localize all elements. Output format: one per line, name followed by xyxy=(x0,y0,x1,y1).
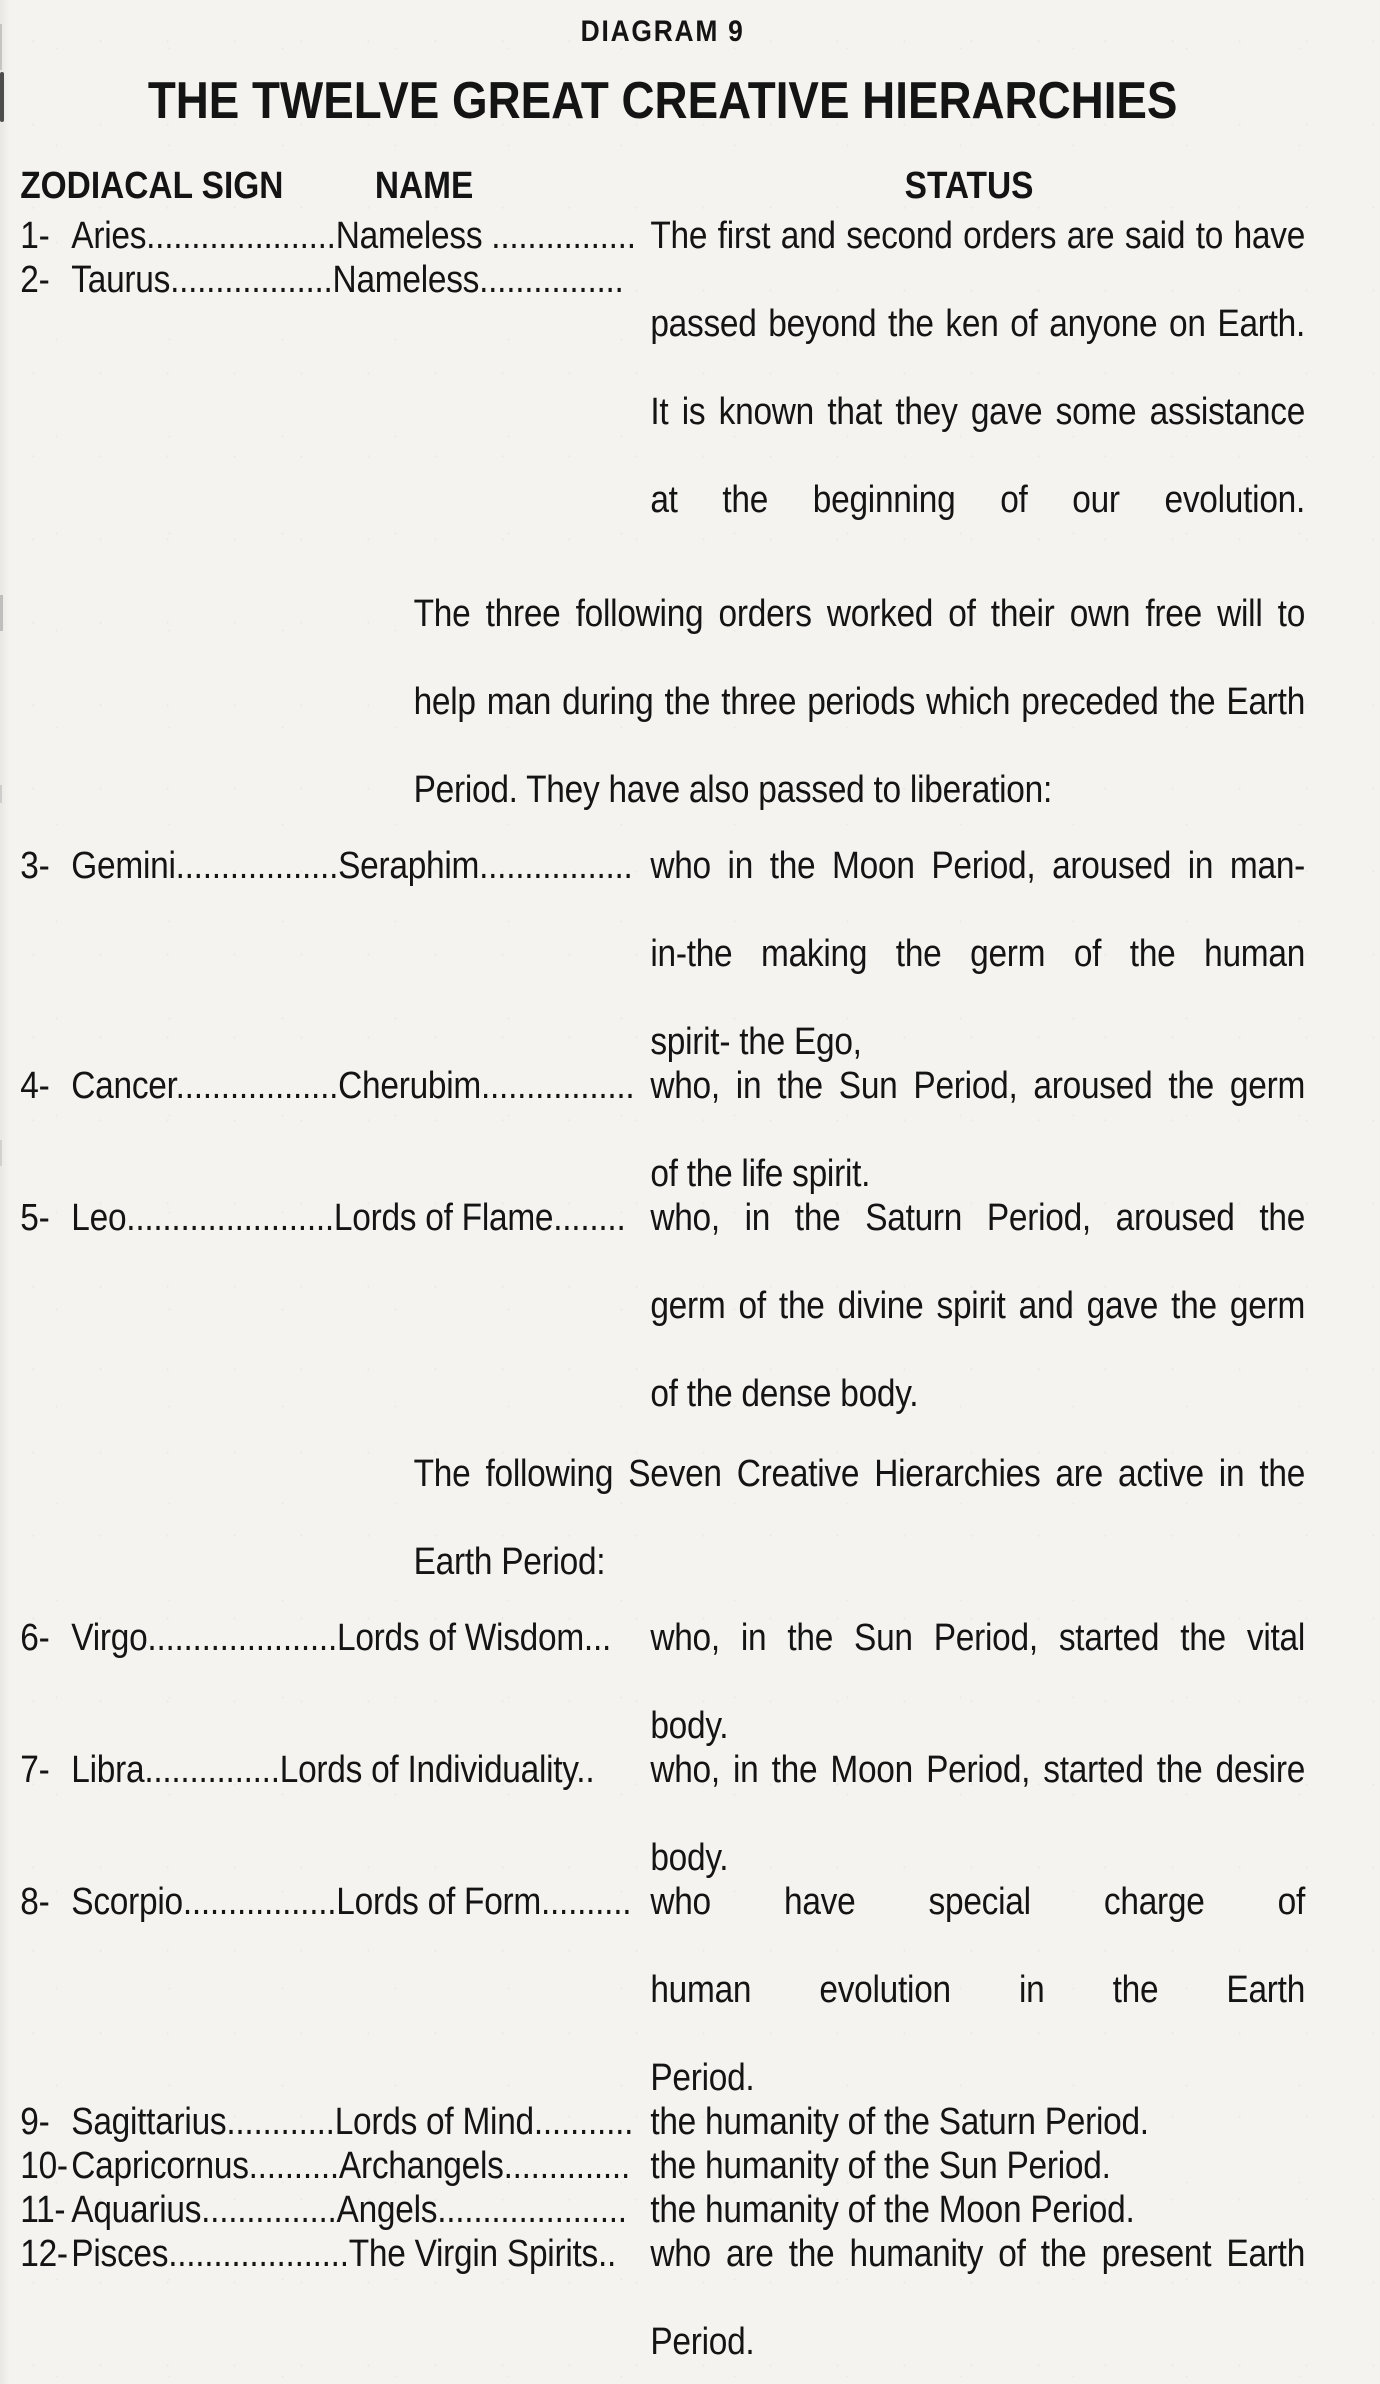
table-row-libra xyxy=(20,1748,650,1792)
name-label: Angels xyxy=(336,2189,438,2231)
status-line: It is known that they gave some assistance xyxy=(650,391,1306,433)
dot-leader: .............. xyxy=(503,2145,630,2187)
row-number: 8- xyxy=(20,1881,50,1923)
sign-label: Taurus xyxy=(71,259,171,301)
status-line: the humanity of the Sun Period. xyxy=(650,2145,1111,2187)
status-line: The first and second orders are said to have xyxy=(650,215,1306,257)
row-number: 7- xyxy=(20,1749,50,1791)
paragraph-line: Period. They have also passed to liberation: xyxy=(413,769,1052,811)
status-line: body. xyxy=(650,1837,729,1879)
status-block xyxy=(650,2144,1305,2188)
dot-leader: ..................... xyxy=(146,215,336,257)
row-3-group xyxy=(20,844,1305,1064)
row-number: 4- xyxy=(20,1065,50,1107)
table-row-virgo xyxy=(20,1616,650,1660)
sign-label: Gemini xyxy=(71,845,176,887)
status-line: who, in the Sun Period, started the vital xyxy=(650,1617,1306,1659)
column-header-zodiacal-sign: ZODIACAL SIGN xyxy=(20,165,284,207)
rows-1-2-group xyxy=(20,214,1305,566)
row-9-group xyxy=(20,2100,1305,2144)
status-line: the humanity of the Moon Period. xyxy=(650,2189,1135,2231)
dot-leader: .................. xyxy=(170,259,333,301)
dot-leader: ................ xyxy=(482,215,636,257)
status-line: who, in the Moon Period, started the desire xyxy=(650,1749,1306,1791)
status-line: of the dense body. xyxy=(650,1373,919,1415)
row-7-group xyxy=(20,1748,1305,1880)
diagram-number: DIAGRAM 9 xyxy=(580,15,745,48)
row-number: 2- xyxy=(20,259,50,301)
paragraph-line: The three following orders worked of their own free will to xyxy=(413,593,1306,635)
name-label: Nameless xyxy=(332,259,480,301)
row-12-group xyxy=(20,2232,1305,2364)
dot-leader: ................. xyxy=(182,1881,337,1923)
sign-label: Virgo xyxy=(71,1617,148,1659)
status-block xyxy=(650,1616,1305,1748)
row-8-group xyxy=(20,1880,1305,2100)
sign-label: Sagittarius xyxy=(71,2101,227,2143)
sign-label: Cancer xyxy=(71,1065,176,1107)
row-number: 9- xyxy=(20,2101,50,2143)
dot-leader: .......... xyxy=(248,2145,339,2187)
name-label: Archangels xyxy=(338,2145,504,2187)
paragraph-earth-period xyxy=(414,1452,1305,1584)
name-label: Nameless xyxy=(335,215,483,257)
sign-label: Libra xyxy=(71,1749,145,1791)
table-row-aquarius xyxy=(20,2188,650,2232)
name-label: Cherubim xyxy=(338,1065,482,1107)
status-line: who have special charge of xyxy=(650,1881,1306,1923)
row-5-group xyxy=(20,1196,1305,1416)
row-number: 10- xyxy=(20,2145,68,2187)
sign-label: Scorpio xyxy=(71,1881,183,1923)
sign-label: Aquarius xyxy=(71,2189,202,2231)
dot-leader: ....................... xyxy=(126,1197,334,1239)
dot-leader: .. xyxy=(597,2233,617,2275)
table-row-pisces xyxy=(20,2232,650,2276)
status-block xyxy=(650,2100,1305,2144)
row-4-group xyxy=(20,1064,1305,1196)
sign-label: Leo xyxy=(71,1197,127,1239)
dot-leader: ..................... xyxy=(147,1617,337,1659)
status-block xyxy=(650,1064,1305,1196)
name-label: Lords of Individuality xyxy=(279,1749,577,1791)
dot-leader: ................ xyxy=(479,259,624,301)
status-line: human evolution in the Earth xyxy=(650,1969,1306,2011)
page-title: THE TWELVE GREAT CREATIVE HIERARCHIES xyxy=(147,72,1178,130)
name-label: The Virgin Spirits xyxy=(348,2233,598,2275)
sign-label: Aries xyxy=(71,215,147,257)
status-line: the humanity of the Saturn Period. xyxy=(650,2101,1149,2143)
table-row-scorpio xyxy=(20,1880,650,1924)
paragraph-line: help man during the three periods which preceded the Earth xyxy=(413,681,1306,723)
status-line: who, in the Saturn Period, aroused the xyxy=(650,1197,1306,1239)
name-label: Lords of Form xyxy=(336,1881,541,1923)
dot-leader: .. xyxy=(576,1749,595,1791)
row-10-group xyxy=(20,2144,1305,2188)
name-label: Seraphim xyxy=(338,845,480,887)
column-header-name: NAME xyxy=(374,165,474,207)
row-number: 11- xyxy=(20,2189,66,2231)
rows-1-2-left xyxy=(20,214,650,566)
status-line: germ of the divine spirit and gave the germ xyxy=(650,1285,1306,1327)
paragraph-line: The following Seven Creative Hierarchies are active in the xyxy=(413,1453,1306,1495)
row-number: 12- xyxy=(20,2233,68,2275)
status-block xyxy=(650,844,1305,1064)
dot-leader: .................. xyxy=(175,1065,339,1107)
dot-leader: ..................... xyxy=(437,2189,627,2231)
status-line: spirit- the Ego, xyxy=(650,1021,862,1063)
dot-leader: .................. xyxy=(175,845,339,887)
status-block xyxy=(650,214,1305,566)
status-line: of the life spirit. xyxy=(650,1153,871,1195)
row-11-group xyxy=(20,2188,1305,2232)
sign-label: Pisces xyxy=(71,2233,169,2275)
status-block xyxy=(650,1748,1305,1880)
table-row-cancer xyxy=(20,1064,650,1108)
dot-leader: ............ xyxy=(226,2101,335,2143)
status-line: who, in the Sun Period, aroused the germ xyxy=(650,1065,1306,1107)
status-line: Period. xyxy=(650,2057,755,2099)
name-label: Lords of Wisdom xyxy=(336,1617,584,1659)
table-row-capricornus xyxy=(20,2144,650,2188)
dot-leader: .................... xyxy=(168,2233,349,2275)
dot-leader: ... xyxy=(583,1617,612,1659)
table-row-gemini xyxy=(20,844,650,888)
status-line: passed beyond the ken of anyone on Earth. xyxy=(650,303,1306,345)
row-number: 5- xyxy=(20,1197,50,1239)
dot-leader: .......... xyxy=(540,1881,632,1923)
status-block xyxy=(650,1196,1305,1416)
paragraph-line: Earth Period: xyxy=(413,1541,606,1583)
status-block xyxy=(650,2232,1305,2364)
dot-leader: ........ xyxy=(553,1197,626,1239)
row-number: 6- xyxy=(20,1617,50,1659)
status-line: Period. xyxy=(650,2321,755,2363)
row-6-group xyxy=(20,1616,1305,1748)
status-line: at the beginning of our evolution. xyxy=(650,479,1306,521)
dot-leader: ............... xyxy=(144,1749,280,1791)
table-row-aries xyxy=(20,214,650,258)
name-label: Lords of Mind xyxy=(334,2101,534,2143)
status-line: who are the humanity of the present Earth xyxy=(650,2233,1306,2275)
table-row-sagittarius xyxy=(20,2100,650,2144)
status-block xyxy=(650,2188,1305,2232)
row-number: 3- xyxy=(20,845,50,887)
table-row-taurus xyxy=(20,258,650,302)
dot-leader: ................. xyxy=(479,845,633,887)
status-block xyxy=(650,1880,1305,2100)
status-line: body. xyxy=(650,1705,729,1747)
dot-leader: ........... xyxy=(533,2101,634,2143)
column-header-status: STATUS xyxy=(904,165,1034,207)
dot-leader: ............... xyxy=(201,2189,337,2231)
table-row-leo xyxy=(20,1196,650,1240)
row-number: 1- xyxy=(20,215,50,257)
name-label: Lords of Flame xyxy=(333,1197,554,1239)
column-headers xyxy=(20,164,1305,208)
paragraph-liberation xyxy=(414,592,1305,812)
dot-leader: ................. xyxy=(481,1065,635,1107)
sign-label: Capricornus xyxy=(71,2145,249,2187)
status-line: who in the Moon Period, aroused in man- xyxy=(650,845,1306,887)
status-line: in-the making the germ of the human xyxy=(650,933,1306,975)
